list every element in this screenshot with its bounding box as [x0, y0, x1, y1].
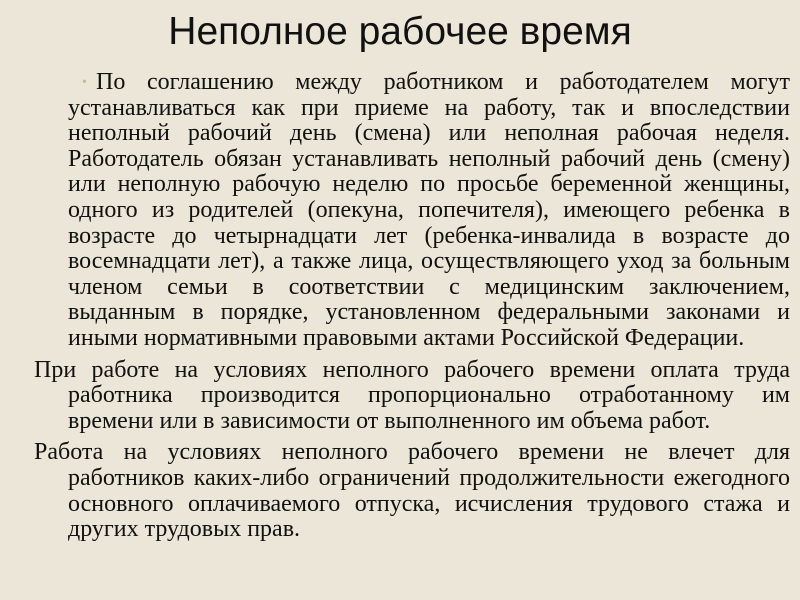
- paragraph-no-restrictions: [34, 440, 790, 542]
- paragraph-text: Работа на условиях неполного рабочего времени не влечет для работников каких-либо ограничений продолжительности ежегодного основного оплачиваемого отпуска, исчисления трудового стажа и других трудовых прав.: [34, 439, 790, 543]
- slide-title: Неполное рабочее время: [168, 10, 632, 53]
- paragraph-payment: [34, 358, 790, 435]
- paragraph-text: При работе на условиях неполного рабочего времени оплата труда работника производится пропорционально отработанному им времени или в зависимости от выполненного им объема работ.: [34, 356, 790, 434]
- bullet-icon: •: [82, 75, 87, 90]
- slide-body: [34, 70, 790, 549]
- paragraph-text: По соглашению между работником и работодателем могут устанавливаться как при приеме на работу, так и впоследствии неполный рабочий день (смена) или неполная рабочая неделя. Работодатель обязан устанавливать неполный рабочий день (смену) или неполную рабочую неделю по просьбе беременной женщины, одного из родителей (опекуна, попечителя), имеющего ребенка в возрасте до четырнадцати лет (ребенка-инвалида в возрасте до восемнадцати лет), а также лица, осуществляющего уход за больным членом семьи в соответствии с медицинским заключением, выданным в порядке, установленном федеральными законами и иными нормативными правовыми актами Российской Федерации.: [68, 69, 790, 351]
- paragraph-part-time-agreement: [34, 70, 790, 352]
